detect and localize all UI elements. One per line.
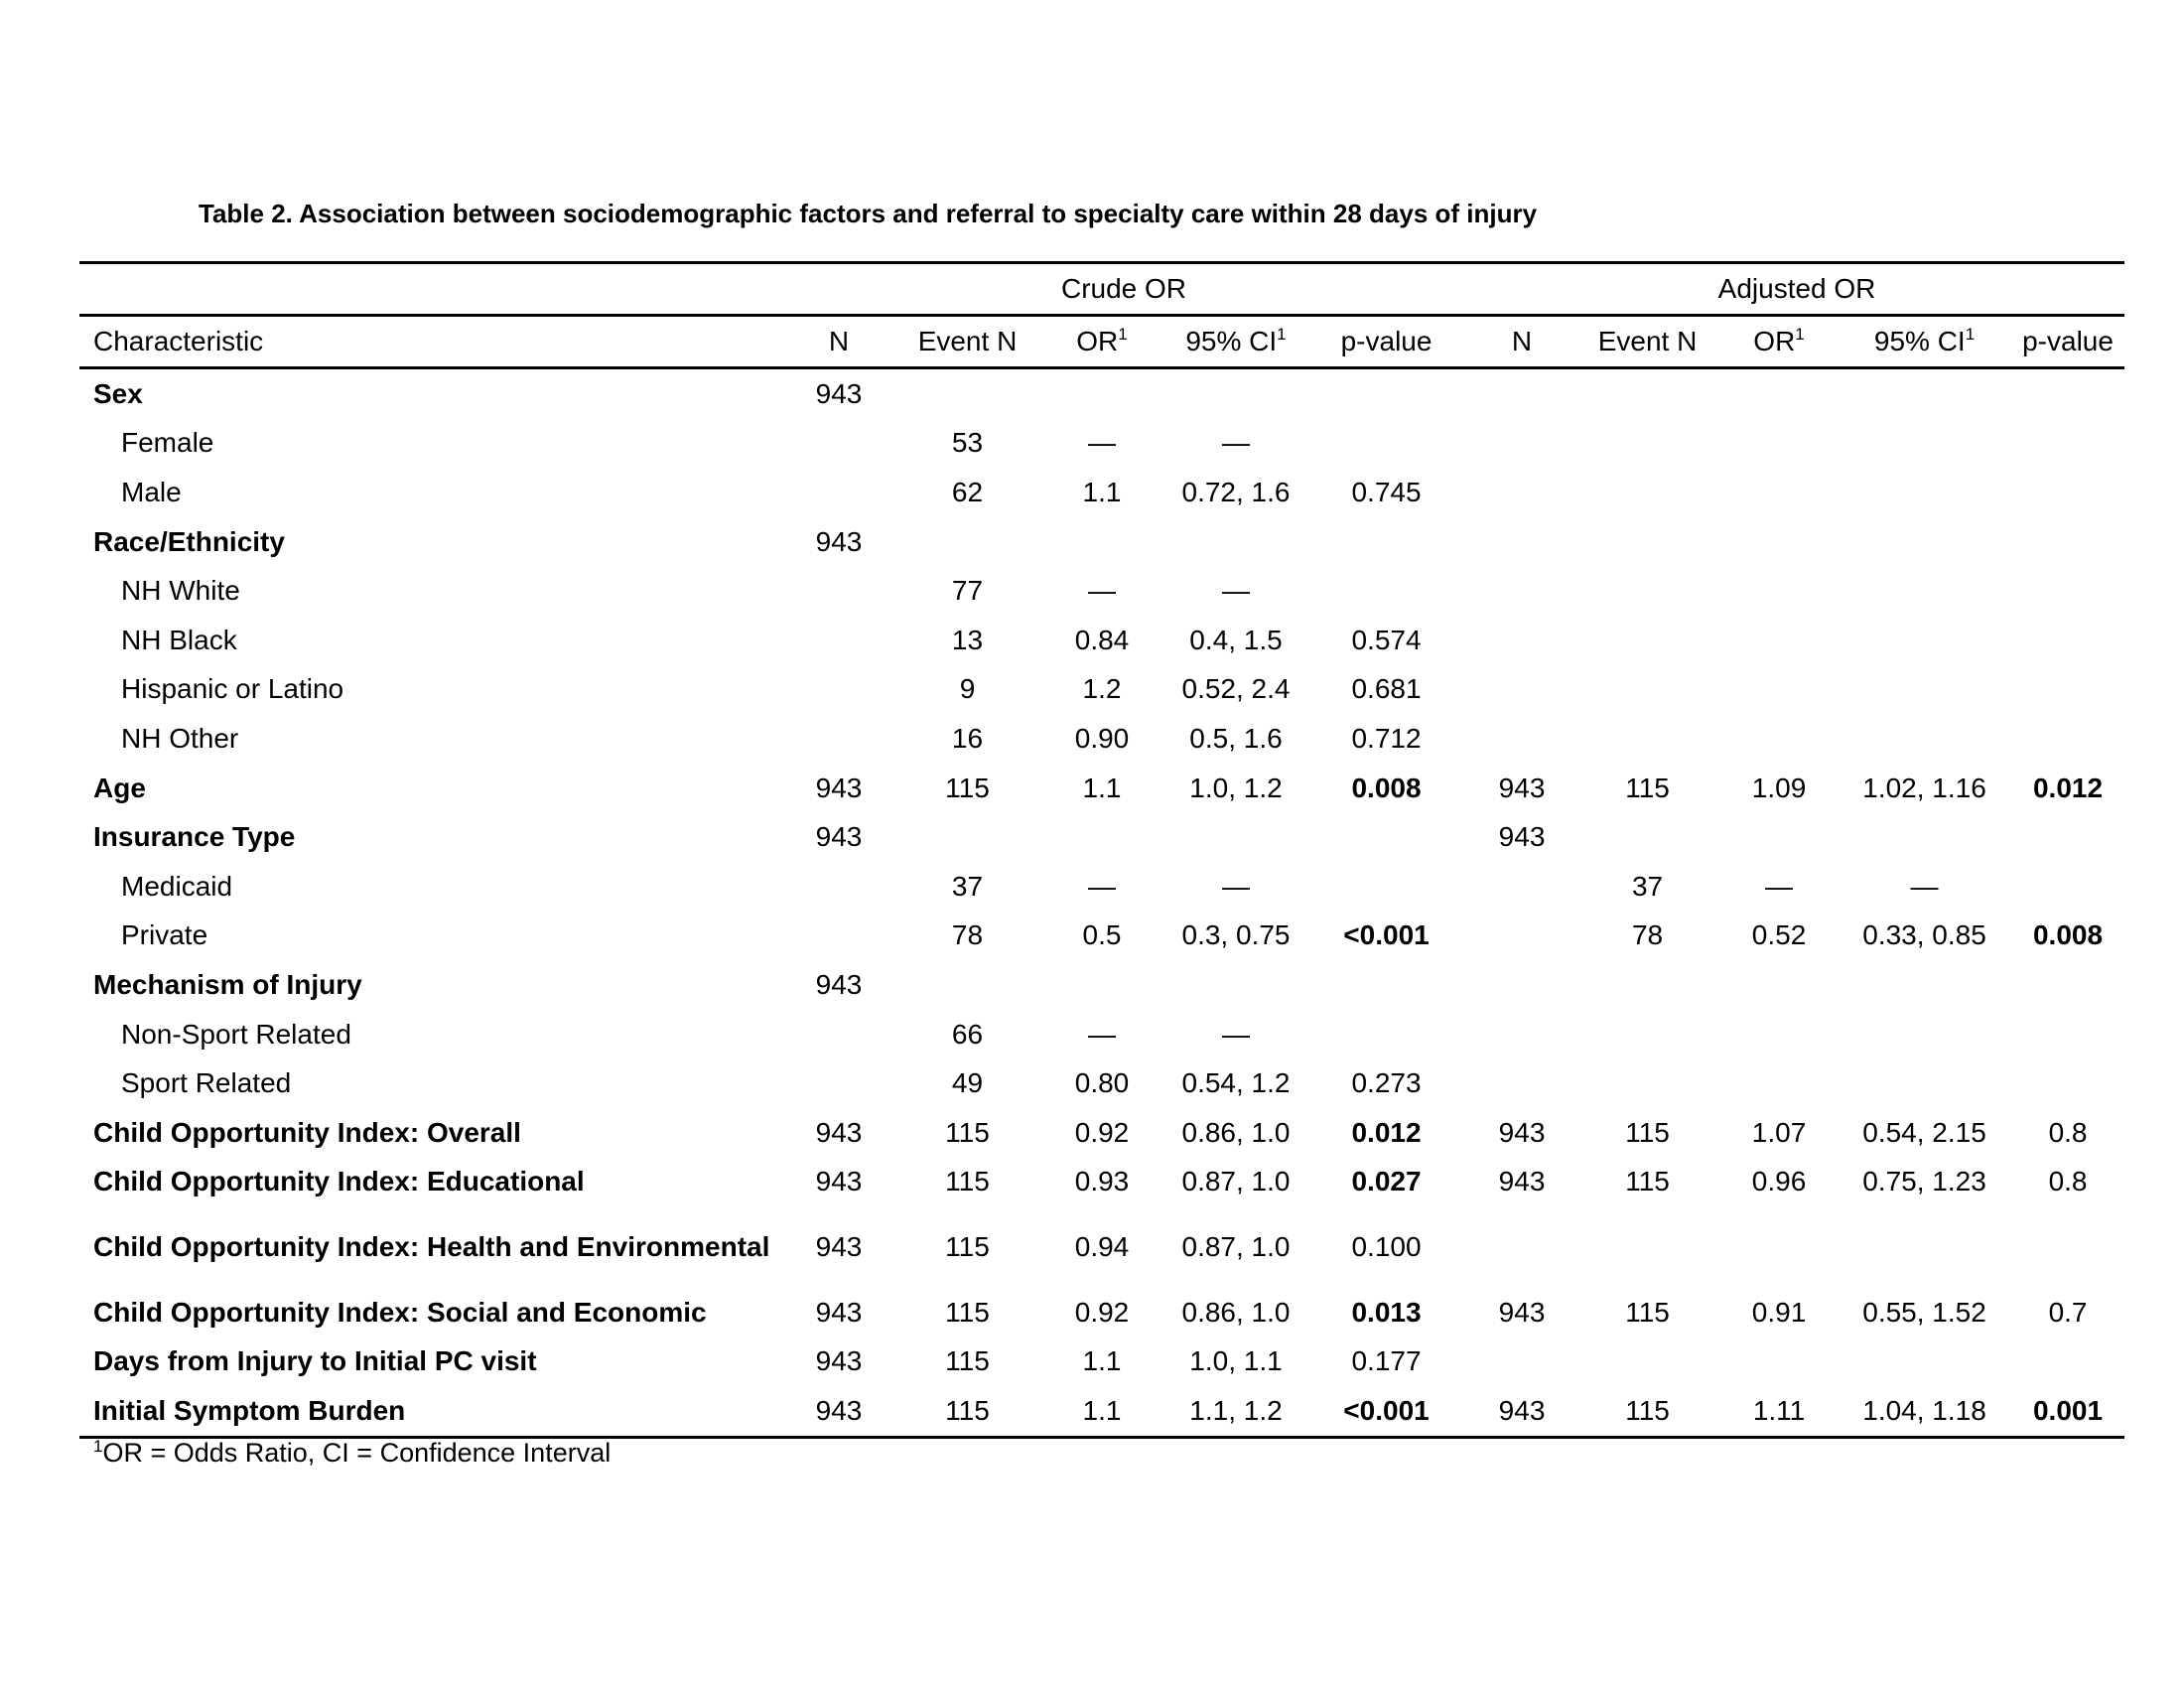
characteristic-cell: Female (121, 427, 214, 459)
group-spacer (79, 263, 778, 316)
crude-or-cell: — (1088, 575, 1116, 607)
adjusted-n-cell: 943 (1498, 821, 1546, 853)
adjusted-or-cell: 0.96 (1751, 1166, 1807, 1197)
adjusted-or-cell: 0.91 (1751, 1296, 1807, 1328)
adjusted-ci-cell: — (1910, 870, 1939, 902)
adjusted-p-value-cell: 0.7 (2048, 1296, 2088, 1328)
adjusted-n-cell (1469, 419, 1574, 469)
adjusted-ci-cell (1838, 419, 2011, 469)
characteristic-cell: Non-Sport Related (121, 1018, 351, 1050)
crude-event-n-cell: 115 (945, 1231, 990, 1263)
adjusted-ci-cell (1838, 616, 2011, 665)
crude-or-cell: — (1088, 1018, 1116, 1050)
table-subrow (79, 714, 2124, 764)
crude-n-cell: 943 (815, 968, 863, 1000)
header-crude-or: $OR^1$ (1035, 316, 1168, 368)
adjusted-event-n-cell (1574, 960, 1720, 1010)
adjusted-event-n-cell: 115 (1625, 1166, 1670, 1197)
adjusted-ci-cell (1838, 1206, 2011, 1288)
crude-p-value-cell: 0.008 (1351, 772, 1422, 803)
adjusted-n-cell (1469, 566, 1574, 616)
crude-n-cell: 943 (815, 377, 863, 409)
crude-event-n-cell (899, 517, 1035, 567)
table-row (79, 1288, 2124, 1337)
crude-ci-cell (1168, 812, 1303, 862)
crude-p-value-cell: 0.177 (1351, 1345, 1422, 1377)
crude-n-cell: 943 (815, 1296, 863, 1328)
footnote-marker: 1 (93, 1437, 103, 1456)
crude-ci-cell (1168, 960, 1303, 1010)
table-row (79, 517, 2124, 567)
adjusted-or-cell (1720, 468, 1838, 517)
crude-or-cell (1035, 812, 1168, 862)
adjusted-p-value-cell (2011, 1337, 2124, 1387)
crude-ci-cell: 0.52, 2.4 (1181, 673, 1291, 705)
adjusted-p-value-cell (2011, 714, 2124, 764)
crude-p-value-cell (1303, 812, 1469, 862)
adjusted-n-cell (1469, 1058, 1574, 1108)
crude-p-value-cell (1303, 368, 1469, 419)
adjusted-ci-cell: 0.55, 1.52 (1862, 1296, 1986, 1328)
crude-n-cell (778, 862, 899, 912)
characteristic-cell: NH White (121, 575, 240, 607)
adjusted-ci-cell (1838, 714, 2011, 764)
crude-ci-cell (1168, 368, 1303, 419)
adjusted-event-n-cell (1574, 1337, 1720, 1387)
crude-or-cell: 0.90 (1074, 722, 1130, 754)
characteristic-cell: Child Opportunity Index: Social and Economic (93, 1296, 707, 1328)
adjusted-event-n-cell (1574, 812, 1720, 862)
characteristic-cell: Mechanism of Injury (93, 968, 362, 1000)
table-subrow (79, 1058, 2124, 1108)
adjusted-event-n-cell (1574, 616, 1720, 665)
crude-event-n-cell: 78 (951, 919, 984, 951)
crude-or-cell: 0.84 (1074, 624, 1130, 655)
adjusted-p-value-cell (2011, 419, 2124, 469)
crude-n-cell: 943 (815, 772, 863, 803)
footnote-text: OR = Odds Ratio, CI = Confidence Interval (102, 1438, 612, 1468)
crude-n-cell: 943 (815, 1116, 863, 1148)
adjusted-or-cell (1720, 419, 1838, 469)
adjusted-p-value-cell: 0.8 (2048, 1166, 2088, 1197)
adjusted-or-cell: — (1765, 870, 1794, 902)
crude-n-cell (778, 912, 899, 961)
crude-n-cell (778, 419, 899, 469)
crude-ci-cell: 0.4, 1.5 (1189, 624, 1283, 655)
crude-event-n-cell: 37 (951, 870, 984, 902)
table-row (79, 812, 2124, 862)
crude-event-n-cell: 62 (951, 476, 984, 507)
crude-ci-cell: — (1222, 575, 1250, 607)
adjusted-p-value-cell (2011, 566, 2124, 616)
adjusted-or-cell: 1.11 (1720, 1386, 1838, 1437)
crude-p-value-cell (1303, 862, 1469, 912)
crude-n-cell (778, 665, 899, 715)
crude-or-cell: 0.94 (1074, 1231, 1130, 1263)
header-crude-event-n: Event N (899, 316, 1035, 368)
adjusted-n-cell (1469, 912, 1574, 961)
table-row (79, 1337, 2124, 1387)
crude-ci-cell: 0.72, 1.6 (1181, 476, 1291, 507)
crude-event-n-cell: 115 (945, 1296, 990, 1328)
crude-p-value-cell: 0.712 (1351, 722, 1422, 754)
crude-or-cell: 0.92 (1074, 1296, 1130, 1328)
header-adjusted-or: $OR^1$ (1720, 316, 1838, 368)
adjusted-p-value-cell (2011, 665, 2124, 715)
adjusted-event-n-cell (1574, 368, 1720, 419)
adjusted-event-n-cell (1574, 1010, 1720, 1059)
crude-event-n-cell (899, 812, 1035, 862)
adjusted-event-n-cell (1574, 419, 1720, 469)
crude-event-n-cell: 115 (945, 1345, 990, 1377)
adjusted-ci-cell: 1.02, 1.16 (1862, 772, 1986, 803)
adjusted-n-cell (1469, 960, 1574, 1010)
crude-p-value-cell: 0.574 (1351, 624, 1422, 655)
adjusted-ci-cell (1838, 665, 2011, 715)
adjusted-ci-cell (1838, 960, 2011, 1010)
characteristic-cell: Sport Related (121, 1067, 292, 1099)
table-subrow (79, 665, 2124, 715)
table-subrow (79, 566, 2124, 616)
header-adjusted-p-value: p-value (2011, 316, 2124, 368)
crude-ci-cell: 0.5, 1.6 (1189, 722, 1283, 754)
crude-n-cell (778, 468, 899, 517)
crude-event-n-cell: 115 (945, 1166, 990, 1197)
adjusted-p-value-cell: 0.8 (2048, 1116, 2088, 1148)
crude-n-cell (778, 1058, 899, 1108)
crude-event-n-cell: 115 (899, 1386, 1035, 1437)
crude-or-cell: 1.1 (1082, 772, 1122, 803)
crude-ci-cell: 0.3, 0.75 (1181, 919, 1291, 951)
adjusted-p-value-cell (2011, 468, 2124, 517)
adjusted-ci-cell: 0.33, 0.85 (1862, 919, 1986, 951)
crude-event-n-cell (899, 368, 1035, 419)
adjusted-event-n-cell (1574, 1206, 1720, 1288)
crude-or-cell: 1.2 (1082, 673, 1122, 705)
adjusted-p-value-cell (2011, 960, 2124, 1010)
table-row (79, 764, 2124, 813)
crude-p-value-cell: 0.012 (1351, 1116, 1422, 1148)
crude-event-n-cell: 16 (951, 722, 984, 754)
adjusted-ci-cell (1838, 1010, 2011, 1059)
crude-ci-cell: 1.0, 1.2 (1189, 772, 1283, 803)
adjusted-n-cell (1469, 665, 1574, 715)
adjusted-p-value-cell (2011, 862, 2124, 912)
crude-n-cell: 943 (815, 821, 863, 853)
adjusted-or-cell (1720, 714, 1838, 764)
crude-ci-cell: — (1222, 1018, 1250, 1050)
adjusted-event-n-cell: 115 (1574, 1386, 1720, 1437)
table-subrow (79, 616, 2124, 665)
adjusted-or-cell (1720, 1058, 1838, 1108)
crude-event-n-cell: 49 (951, 1067, 984, 1099)
adjusted-p-value-cell (2011, 1206, 2124, 1288)
header-adjusted-event-n: Event N (1574, 316, 1720, 368)
adjusted-or-cell (1720, 960, 1838, 1010)
adjusted-p-value-cell (2011, 812, 2124, 862)
adjusted-or-cell (1720, 368, 1838, 419)
crude-or-cell: 0.93 (1074, 1166, 1130, 1197)
characteristic-cell: Age (93, 772, 146, 803)
adjusted-event-n-cell: 37 (1631, 870, 1664, 902)
crude-event-n-cell: 115 (945, 1116, 990, 1148)
table-footnote (93, 1438, 611, 1469)
crude-p-value-cell: 0.100 (1351, 1231, 1422, 1263)
adjusted-or-group-header: Adjusted OR (1469, 263, 2124, 316)
adjusted-ci-cell (1838, 1337, 2011, 1387)
characteristic-cell: Sex (93, 377, 143, 409)
adjusted-n-cell: 943 (1498, 1296, 1546, 1328)
adjusted-n-cell (1469, 1206, 1574, 1288)
adjusted-or-cell (1720, 517, 1838, 567)
crude-p-value-cell: 0.273 (1351, 1067, 1422, 1099)
adjusted-n-cell (1469, 368, 1574, 419)
table-caption: Table 2. Association between sociodemographic factors and referral to specialty care within 28 days of injury (199, 199, 1538, 228)
header-characteristic: Characteristic (79, 316, 778, 368)
crude-event-n-cell (899, 960, 1035, 1010)
characteristic-cell: Private (121, 919, 208, 951)
adjusted-p-value-cell: 0.008 (2032, 919, 2104, 951)
crude-p-value-cell (1303, 419, 1469, 469)
table-row (79, 1158, 2124, 1207)
table-row (79, 1206, 2124, 1288)
adjusted-or-cell (1720, 616, 1838, 665)
adjusted-p-value-cell (2011, 1058, 2124, 1108)
adjusted-or-cell: 0.52 (1751, 919, 1807, 951)
crude-or-cell: — (1088, 870, 1116, 902)
crude-event-n-cell: 77 (951, 575, 984, 607)
adjusted-or-cell (1720, 1206, 1838, 1288)
crude-ci-cell: 1.0, 1.1 (1189, 1345, 1283, 1377)
crude-p-value-cell: <0.001 (1303, 1386, 1469, 1437)
crude-ci-cell: 0.87, 1.0 (1181, 1231, 1291, 1263)
adjusted-event-n-cell: 78 (1631, 919, 1664, 951)
crude-or-cell: 1.1 (1082, 476, 1122, 507)
crude-p-value-cell: 0.027 (1351, 1166, 1422, 1197)
characteristic-cell: NH Other (121, 722, 239, 754)
adjusted-or-cell (1720, 1010, 1838, 1059)
table-subrow (79, 468, 2124, 517)
crude-event-n-cell: 66 (951, 1018, 984, 1050)
header-adjusted-n: N (1469, 316, 1574, 368)
crude-or-cell (1035, 960, 1168, 1010)
crude-or-cell: 0.92 (1074, 1116, 1130, 1148)
crude-ci-cell: — (1222, 870, 1250, 902)
header-crude-ci: 95% $CI^1$ (1168, 316, 1303, 368)
adjusted-or-cell (1720, 1337, 1838, 1387)
crude-ci-cell: — (1222, 427, 1250, 459)
adjusted-p-value-cell (2011, 1010, 2124, 1059)
column-header-row (79, 316, 2124, 368)
crude-p-value-cell: <0.001 (1343, 919, 1430, 951)
crude-p-value-cell (1303, 960, 1469, 1010)
header-adjusted-ci: 95% $CI^1$ (1838, 316, 2011, 368)
table-subrow (79, 912, 2124, 961)
adjusted-n-cell (1469, 616, 1574, 665)
adjusted-n-cell (1469, 714, 1574, 764)
adjusted-ci-cell: 1.04, 1.18 (1838, 1386, 2011, 1437)
characteristic-cell: Insurance Type (93, 821, 296, 853)
adjusted-n-cell: 943 (1498, 1116, 1546, 1148)
characteristic-cell: Child Opportunity Index: Health and Environmental (93, 1231, 770, 1263)
adjusted-ci-cell (1838, 368, 2011, 419)
adjusted-event-n-cell (1574, 566, 1720, 616)
adjusted-p-value-cell (2011, 616, 2124, 665)
characteristic-cell: Child Opportunity Index: Educational (93, 1166, 585, 1197)
adjusted-p-value-cell: 0.012 (2032, 772, 2104, 803)
adjusted-or-cell (1720, 566, 1838, 616)
adjusted-ci-cell (1838, 812, 2011, 862)
crude-n-cell: 943 (815, 1231, 863, 1263)
adjusted-ci-cell (1838, 1058, 2011, 1108)
crude-or-cell (1035, 368, 1168, 419)
adjusted-p-value-cell: 0.001 (2011, 1386, 2124, 1437)
crude-or-cell: 0.80 (1074, 1067, 1130, 1099)
adjusted-or-cell (1720, 812, 1838, 862)
table-row (79, 960, 2124, 1010)
adjusted-or-cell: 1.07 (1751, 1116, 1807, 1148)
characteristic-cell: Hispanic or Latino (121, 673, 344, 705)
adjusted-n-cell (1469, 468, 1574, 517)
table-row (79, 1108, 2124, 1158)
characteristic-cell: Race/Ethnicity (93, 525, 285, 557)
table-subrow (79, 419, 2124, 469)
adjusted-event-n-cell: 115 (1625, 772, 1670, 803)
characteristic-cell: Child Opportunity Index: Overall (93, 1116, 521, 1148)
adjusted-n-cell: 943 (1498, 1166, 1546, 1197)
crude-n-cell (778, 1010, 899, 1059)
table-subrow (79, 862, 2124, 912)
adjusted-p-value-cell (2011, 517, 2124, 567)
table-body (79, 368, 2124, 1438)
adjusted-event-n-cell (1574, 468, 1720, 517)
adjusted-or-cell (1720, 665, 1838, 715)
crude-event-n-cell: 53 (951, 427, 984, 459)
crude-n-cell (778, 566, 899, 616)
characteristic-cell: Male (121, 476, 182, 507)
crude-ci-cell: 0.86, 1.0 (1181, 1296, 1291, 1328)
adjusted-n-cell (1469, 862, 1574, 912)
crude-p-value-cell: 0.013 (1351, 1296, 1422, 1328)
crude-p-value-cell (1303, 517, 1469, 567)
table-row (79, 368, 2124, 419)
crude-or-cell (1035, 517, 1168, 567)
crude-n-cell: 943 (778, 1386, 899, 1437)
adjusted-or-cell: 1.09 (1751, 772, 1807, 803)
crude-n-cell: 943 (815, 525, 863, 557)
crude-or-cell: — (1088, 427, 1116, 459)
crude-n-cell: 943 (815, 1166, 863, 1197)
adjusted-event-n-cell: 115 (1625, 1116, 1670, 1148)
adjusted-ci-cell (1838, 517, 2011, 567)
adjusted-event-n-cell (1574, 1058, 1720, 1108)
crude-or-cell: 1.1 (1035, 1386, 1168, 1437)
crude-ci-cell: 1.1, 1.2 (1168, 1386, 1303, 1437)
adjusted-ci-cell: 0.54, 2.15 (1862, 1116, 1986, 1148)
crude-or-cell: 1.1 (1082, 1345, 1122, 1377)
characteristic-cell: Initial Symptom Burden (79, 1386, 778, 1437)
adjusted-p-value-cell (2011, 368, 2124, 419)
table-row (79, 1386, 2124, 1437)
results-table (79, 261, 2124, 1439)
table-subrow (79, 1010, 2124, 1059)
adjusted-ci-cell (1838, 566, 2011, 616)
adjusted-ci-cell (1838, 468, 2011, 517)
adjusted-n-cell (1469, 517, 1574, 567)
adjusted-event-n-cell: 115 (1625, 1296, 1670, 1328)
crude-p-value-cell (1303, 566, 1469, 616)
crude-n-cell (778, 714, 899, 764)
crude-p-value-cell (1303, 1010, 1469, 1059)
adjusted-n-cell: 943 (1498, 772, 1546, 803)
adjusted-event-n-cell (1574, 714, 1720, 764)
adjusted-n-cell (1469, 1010, 1574, 1059)
crude-n-cell (778, 616, 899, 665)
characteristic-cell: Medicaid (121, 870, 233, 902)
adjusted-ci-cell: 0.75, 1.23 (1862, 1166, 1986, 1197)
characteristic-cell: Days from Injury to Initial PC visit (93, 1345, 537, 1377)
crude-p-value-cell: 0.745 (1351, 476, 1422, 507)
header-crude-n: N (778, 316, 899, 368)
adjusted-n-cell (1469, 1337, 1574, 1387)
column-group-row (79, 263, 2124, 316)
characteristic-cell: NH Black (121, 624, 237, 655)
adjusted-event-n-cell (1574, 665, 1720, 715)
crude-p-value-cell: 0.681 (1351, 673, 1422, 705)
crude-event-n-cell: 115 (945, 772, 990, 803)
crude-ci-cell: 0.54, 1.2 (1181, 1067, 1291, 1099)
crude-n-cell: 943 (815, 1345, 863, 1377)
crude-ci-cell (1168, 517, 1303, 567)
adjusted-n-cell: 943 (1469, 1386, 1574, 1437)
crude-ci-cell: 0.86, 1.0 (1181, 1116, 1291, 1148)
crude-event-n-cell: 13 (951, 624, 984, 655)
adjusted-event-n-cell (1574, 517, 1720, 567)
crude-event-n-cell: 9 (959, 673, 976, 705)
header-crude-p-value: p-value (1303, 316, 1469, 368)
crude-or-cell: 0.5 (1082, 919, 1122, 951)
crude-ci-cell: 0.87, 1.0 (1181, 1166, 1291, 1197)
crude-or-group-header: Crude OR (778, 263, 1469, 316)
